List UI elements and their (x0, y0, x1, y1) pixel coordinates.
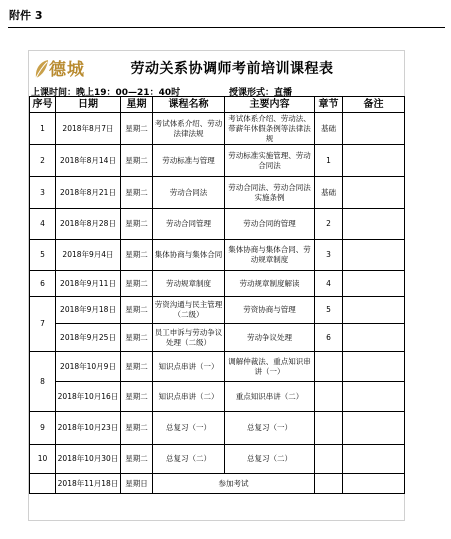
cell-weekday: 星期二 (121, 382, 153, 412)
table-row (30, 297, 405, 324)
page-title: 劳动关系协调师考前培训课程表 (130, 61, 334, 77)
cell-course: 员工申诉与劳动争议处理（二级） (153, 324, 225, 352)
cell-date: 2018年10月16日 (56, 382, 121, 412)
cell-weekday: 星期二 (121, 324, 153, 352)
cell-note (343, 324, 405, 352)
header-chapter: 章节 (315, 97, 343, 113)
cell-content: 劳动合同法、劳动合同法实施条例 (225, 177, 315, 209)
cell-date: 2018年9月11日 (56, 271, 121, 297)
header-no: 序号 (30, 97, 56, 113)
cell-date: 2018年10月30日 (56, 445, 121, 474)
cell-date: 2018年9月18日 (56, 297, 121, 324)
cell-no: 4 (30, 209, 56, 240)
cell-note (343, 113, 405, 145)
cell-course: 总复习（二） (153, 445, 225, 474)
table-row (30, 474, 405, 494)
header-date: 日期 (56, 97, 121, 113)
cell-no: 8 (30, 352, 56, 412)
cell-course: 劳动合同法 (153, 177, 225, 209)
header-rule (8, 27, 445, 28)
cell-content: 重点知识串讲（二） (225, 382, 315, 412)
cell-weekday: 星期二 (121, 113, 153, 145)
cell-course: 知识点串讲（二） (153, 382, 225, 412)
table-row (30, 412, 405, 445)
cell-course: 参加考试 (153, 474, 315, 494)
cell-chapter (315, 445, 343, 474)
cell-weekday: 星期二 (121, 412, 153, 445)
table-row (30, 324, 405, 352)
header-content: 主要内容 (225, 97, 315, 113)
cell-weekday: 星期二 (121, 209, 153, 240)
cell-chapter: 6 (315, 324, 343, 352)
cell-content: 集体协商与集体合同、劳动规章制度 (225, 240, 315, 271)
cell-chapter: 5 (315, 297, 343, 324)
cell-chapter: 1 (315, 145, 343, 177)
cell-content: 劳动规章制度解读 (225, 271, 315, 297)
table-row (30, 271, 405, 297)
cell-note (343, 271, 405, 297)
cell-chapter: 基础 (315, 177, 343, 209)
table-row (30, 352, 405, 382)
cell-note (343, 177, 405, 209)
schedule-table (29, 96, 405, 494)
cell-course: 集体协商与集体合同 (153, 240, 225, 271)
cell-no: 2 (30, 145, 56, 177)
table-row (30, 445, 405, 474)
cell-content: 总复习（一） (225, 412, 315, 445)
cell-content: 劳动合同的管理 (225, 209, 315, 240)
cell-chapter: 4 (315, 271, 343, 297)
cell-course: 知识点串讲（一） (153, 352, 225, 382)
cell-no: 3 (30, 177, 56, 209)
cell-note (343, 382, 405, 412)
cell-weekday: 星期二 (121, 271, 153, 297)
cell-course: 劳动规章制度 (153, 271, 225, 297)
cell-weekday: 星期二 (121, 352, 153, 382)
header-row (30, 97, 405, 113)
cell-date: 2018年8月21日 (56, 177, 121, 209)
cell-note (343, 209, 405, 240)
cell-course: 总复习（一） (153, 412, 225, 445)
cell-chapter: 基础 (315, 113, 343, 145)
cell-course: 劳动标准与管理 (153, 145, 225, 177)
cell-content: 劳动标准实施管理、劳动合同法 (225, 145, 315, 177)
cell-note (343, 474, 405, 494)
cell-content: 总复习（二） (225, 445, 315, 474)
cell-course: 劳资沟通与民主管理（二级） (153, 297, 225, 324)
attachment-label: 附件 3 (9, 9, 43, 22)
cell-no: 6 (30, 271, 56, 297)
cell-date: 2018年9月25日 (56, 324, 121, 352)
cell-no (30, 474, 56, 494)
cell-content: 劳资协商与管理 (225, 297, 315, 324)
cell-weekday: 星期二 (121, 297, 153, 324)
cell-course: 考试体系介绍、劳动法律法规 (153, 113, 225, 145)
cell-no: 10 (30, 445, 56, 474)
header-note: 备注 (343, 97, 405, 113)
cell-chapter: 2 (315, 209, 343, 240)
cell-no: 7 (30, 297, 56, 352)
cell-chapter: 3 (315, 240, 343, 271)
cell-weekday: 星期二 (121, 177, 153, 209)
cell-note (343, 352, 405, 382)
company-logo (33, 56, 107, 82)
cell-date: 2018年8月14日 (56, 145, 121, 177)
cell-weekday: 星期日 (121, 474, 153, 494)
header-weekday: 星期 (121, 97, 153, 113)
table-row (30, 113, 405, 145)
cell-chapter (315, 382, 343, 412)
cell-chapter (315, 474, 343, 494)
cell-content: 劳动争议处理 (225, 324, 315, 352)
class-time: 上课时间：晚上19：00—21：40时 (31, 88, 181, 98)
table-row (30, 240, 405, 271)
cell-chapter (315, 352, 343, 382)
table-row (30, 145, 405, 177)
cell-note (343, 145, 405, 177)
cell-no: 5 (30, 240, 56, 271)
cell-weekday: 星期二 (121, 145, 153, 177)
cell-weekday: 星期二 (121, 240, 153, 271)
cell-date: 2018年9月4日 (56, 240, 121, 271)
cell-content: 调解仲裁法、重点知识串讲（一） (225, 352, 315, 382)
cell-weekday: 星期二 (121, 445, 153, 474)
logo-text: 德城 (49, 60, 85, 80)
table-row (30, 209, 405, 240)
table-row (30, 382, 405, 412)
cell-chapter (315, 412, 343, 445)
cell-no: 9 (30, 412, 56, 445)
schedule-sheet (28, 50, 405, 521)
cell-no: 1 (30, 113, 56, 145)
header-course: 课程名称 (153, 97, 225, 113)
cell-date: 2018年11月18日 (56, 474, 121, 494)
cell-note (343, 445, 405, 474)
cell-date: 2018年8月28日 (56, 209, 121, 240)
cell-date: 2018年10月23日 (56, 412, 121, 445)
cell-course: 劳动合同管理 (153, 209, 225, 240)
cell-note (343, 297, 405, 324)
cell-note (343, 240, 405, 271)
cell-date: 2018年10月9日 (56, 352, 121, 382)
teaching-form: 授课形式：直播 (229, 88, 293, 98)
cell-date: 2018年8月7日 (56, 113, 121, 145)
cell-content: 考试体系介绍、劳动法、带薪年休假条例等法律法规 (225, 113, 315, 145)
table-row (30, 177, 405, 209)
cell-note (343, 412, 405, 445)
